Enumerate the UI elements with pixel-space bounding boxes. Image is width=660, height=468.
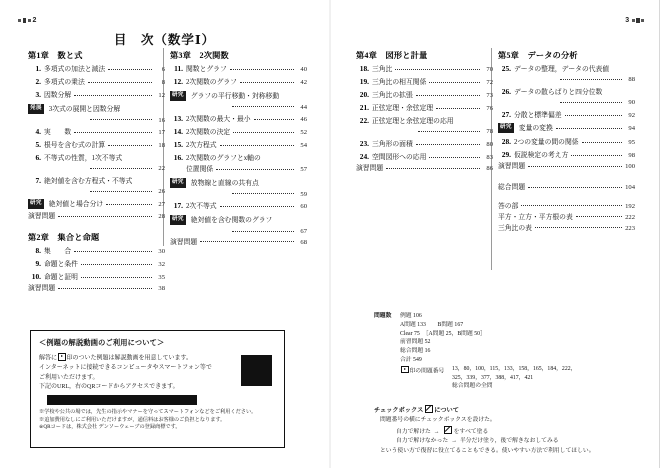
entry-label: 3次式の展開と因数分解 <box>48 105 121 113</box>
leader-dots <box>90 168 152 169</box>
checkbox-half-icon <box>444 426 452 434</box>
leader-dots <box>81 264 152 265</box>
leader-dots <box>418 131 480 132</box>
entry-label: 多項式の乗法 <box>44 79 85 87</box>
page-number: 222 <box>625 213 635 221</box>
entry-label: 絶対値を含む方程式・不等式 <box>44 178 133 186</box>
page-number: 90 <box>628 98 635 106</box>
problem-count-lines <box>400 312 486 365</box>
leader-dots <box>571 155 622 156</box>
page-number: 32 <box>158 261 165 269</box>
leader-dots <box>58 288 152 289</box>
problem-count-line: A問題 133 B問題 167 <box>400 321 464 328</box>
toc-entry-continuation[interactable] <box>170 229 307 236</box>
page-number: 28 <box>158 213 165 221</box>
section-type-tag: 研究 <box>170 178 186 188</box>
leader-dots <box>108 145 152 146</box>
page-title: 目 次（数学Ⅰ） <box>113 33 216 47</box>
toc-entry-row[interactable] <box>28 128 165 137</box>
marked-problem-numbers-label-text: 印の問題番号 <box>409 368 445 375</box>
entry-number: 14. <box>173 127 183 137</box>
marked-problem-numbers-values <box>452 365 576 391</box>
toc-tag-row[interactable] <box>170 178 307 188</box>
page-number: 52 <box>300 129 307 137</box>
entry-label: 放物線と直線の共有点 <box>190 179 259 187</box>
leader-dots <box>386 168 480 169</box>
page-number: 40 <box>300 66 307 74</box>
entry-label: 2次関数の決定 <box>186 129 231 137</box>
problem-count-line: 総合問題 16 <box>400 348 431 355</box>
chapter-heading: 第2章 集合と命題 <box>28 232 100 242</box>
leader-dots <box>556 128 622 129</box>
leader-dots <box>232 193 294 194</box>
leader-dots <box>200 241 294 242</box>
entry-number: 6. <box>35 153 41 163</box>
backmatter-label: 平方・立方・平方根の表 <box>498 213 573 221</box>
page-number: 78 <box>486 128 493 136</box>
entry-label: 三角比 <box>372 66 393 74</box>
page-number: 88 <box>628 76 635 84</box>
video-info-line-4: 下記のURL，右のQRコードからアクセスできます。 <box>39 384 179 391</box>
leader-dots <box>220 206 294 207</box>
leader-dots <box>416 144 480 145</box>
video-info-notes <box>39 409 276 432</box>
page-number: 86 <box>486 164 493 172</box>
tag-wrapper <box>28 200 44 210</box>
marked-problem-numbers-label <box>400 365 452 391</box>
video-info-line-3: ご利用いただけます。 <box>39 374 99 381</box>
tag-wrapper <box>170 178 186 188</box>
tag-wrapper <box>28 104 44 114</box>
tag-wrapper <box>498 124 514 134</box>
page-number: 68 <box>300 238 307 246</box>
entry-label: 仮説検定の考え方 <box>514 152 569 160</box>
toc-exercise-row[interactable] <box>498 164 635 171</box>
leader-dots <box>429 157 480 158</box>
entry-label: 2つの変量の間の関係 <box>514 139 579 147</box>
entry-label: 空間図形への応用 <box>372 153 427 161</box>
toc-entry-row[interactable] <box>356 104 493 113</box>
entry-label: 実 数 <box>44 129 72 137</box>
play-icon <box>401 366 409 374</box>
toc-entry-row[interactable] <box>356 117 493 126</box>
entry-number: 7. <box>35 176 41 186</box>
page-number: 16 <box>158 116 165 124</box>
toc-entry-row[interactable] <box>28 65 165 74</box>
leader-dots <box>108 69 152 70</box>
toc-entry-continuation[interactable] <box>28 118 165 125</box>
play-icon <box>58 353 66 361</box>
page-number: 67 <box>300 227 307 235</box>
toc-entry-row[interactable] <box>498 88 635 97</box>
leader-dots <box>254 119 294 120</box>
video-info-heading: ＜例題の解説動画のご利用について＞ <box>39 339 165 347</box>
entry-label: データの整理，データの代表値 <box>514 66 610 74</box>
video-info-line-1-suffix: 印のついた例題は解説動画を用意しています。 <box>66 355 193 362</box>
checkbox-note-line-2-a: 自力で解けた <box>396 429 431 436</box>
entry-number: 1. <box>35 64 41 74</box>
toc-tag-row[interactable] <box>170 215 307 225</box>
toc-backmatter-row[interactable] <box>498 215 635 222</box>
entry-number: 4. <box>35 127 41 137</box>
entry-number: 22. <box>359 116 369 126</box>
chapter-heading: 第5章 データの分析 <box>498 51 578 60</box>
leader-dots <box>74 132 152 133</box>
page-number: 73 <box>486 92 493 100</box>
section-type-tag: 発展 <box>28 104 44 114</box>
toc-entry-row[interactable] <box>356 140 493 149</box>
toc-tag-row[interactable] <box>28 104 165 114</box>
leader-dots <box>528 166 622 167</box>
tag-wrapper <box>170 215 186 225</box>
decoration-marks-icon <box>632 18 645 23</box>
page-number: 44 <box>300 103 307 111</box>
toc-entry-row[interactable] <box>498 111 635 120</box>
toc-entry-continuation[interactable] <box>498 100 635 107</box>
toc-entry-row[interactable] <box>28 260 165 269</box>
entry-label: 変量の変換 <box>518 125 553 133</box>
entry-number: 3. <box>35 90 41 100</box>
page-number: 38 <box>158 285 165 293</box>
toc-exercise-row[interactable] <box>28 286 165 293</box>
page-number: 70 <box>486 66 493 74</box>
toc-entry-row[interactable] <box>356 65 493 74</box>
backmatter-label: 答の部 <box>498 202 519 210</box>
entry-label-line2: 位置関係 <box>186 166 214 174</box>
entry-label: 三角形の面積 <box>372 140 413 148</box>
video-info-box <box>30 330 285 448</box>
page-gutter <box>329 0 331 468</box>
decoration-marks-icon <box>18 18 31 23</box>
leader-dots <box>220 145 294 146</box>
page-number: 59 <box>300 190 307 198</box>
entry-number: 8. <box>35 246 41 256</box>
leader-dots <box>576 216 622 217</box>
toc-entry-row[interactable] <box>170 78 307 87</box>
entry-number: 28. <box>501 137 511 147</box>
chapter-heading: 第1章 数と式 <box>28 51 83 60</box>
toc-column-4 <box>498 52 635 237</box>
entry-label: データの散らばりと四分位数 <box>514 88 603 96</box>
leader-dots <box>232 106 294 107</box>
leader-dots <box>216 169 294 170</box>
page-number: 223 <box>625 224 635 232</box>
checkbox-note-title-suffix: について <box>434 407 459 414</box>
entry-label: 因数分解 <box>44 92 72 100</box>
entry-number: 10. <box>31 272 41 282</box>
entry-number: 20. <box>359 90 369 100</box>
section-type-tag: 研究 <box>28 199 44 209</box>
page-number: 54 <box>300 142 307 150</box>
entry-label: 多項式の加法と減法 <box>44 66 106 74</box>
marked-problem-number-line: 13，80，100，115，133，158，165，184，222， <box>452 365 577 372</box>
toc-entry-row[interactable] <box>170 141 307 150</box>
checkbox-note-line-3 <box>396 437 595 446</box>
page-number: 92 <box>628 111 635 119</box>
leader-dots <box>535 227 622 228</box>
toc-entry-row[interactable] <box>28 177 165 186</box>
leader-dots <box>560 79 622 80</box>
entry-number: 18. <box>359 64 369 74</box>
page-number: 57 <box>300 166 307 174</box>
page-number: 12 <box>158 92 165 100</box>
entry-label: 根号を含む式の計算 <box>44 142 106 150</box>
leader-dots <box>74 251 152 252</box>
entry-label: 正弦定理・余弦定理 <box>372 105 434 113</box>
page-number: 6 <box>161 66 165 74</box>
checkbox-note-line-1: 問題番号の横にチェックボックスを設けた。 <box>380 416 496 423</box>
leader-dots <box>106 204 152 205</box>
page-number: 98 <box>628 152 635 160</box>
section-type-tag: 研究 <box>170 91 186 101</box>
entry-number: 27. <box>501 109 511 119</box>
entry-number: 24. <box>359 151 369 161</box>
leader-dots <box>90 119 152 120</box>
entry-number: 29. <box>501 150 511 160</box>
page-number: 95 <box>628 139 635 147</box>
problem-count-line: 前習問題 52 <box>400 339 431 346</box>
leader-dots <box>58 216 152 217</box>
toc-entry-row[interactable] <box>28 154 165 163</box>
toc-backmatter-row[interactable] <box>498 185 635 192</box>
toc-entry-row[interactable] <box>356 91 493 100</box>
toc-entry-row[interactable] <box>170 154 307 163</box>
entry-number: 15. <box>173 140 183 150</box>
checkbox-usage-note <box>374 404 595 456</box>
marked-problem-number-line: 325，339，377，388，417，421 <box>452 374 534 381</box>
page-number: 30 <box>158 248 165 256</box>
leader-dots <box>416 95 480 96</box>
toc-tag-row[interactable] <box>498 124 635 134</box>
toc-entry-continuation[interactable] <box>28 166 165 173</box>
exercise-label: 演習問題 <box>170 238 198 246</box>
exercise-label: 演習問題 <box>356 164 384 172</box>
video-info-line-1-prefix: 解答に <box>39 355 58 362</box>
page-number: 192 <box>625 202 635 210</box>
problem-count-line: 合計 549 <box>400 356 422 363</box>
toc-entry-row[interactable] <box>28 91 165 100</box>
video-info-note: ※追加費用なしにご利用いただけますが，通信料はお客様のご負担となります。 <box>39 416 226 423</box>
page-number: 42 <box>300 79 307 87</box>
leader-dots <box>395 69 480 70</box>
leader-dots <box>560 102 622 103</box>
toc-entry-row[interactable] <box>356 153 493 162</box>
leader-dots <box>240 82 294 83</box>
leader-dots <box>230 69 294 70</box>
page-number: 104 <box>625 183 635 191</box>
toc-exercise-row[interactable] <box>356 166 493 173</box>
toc-entry-continuation[interactable] <box>356 129 493 136</box>
video-info-note: ※QRコードは，株式会社 デンソーウェーブの登録商標です。 <box>39 424 181 431</box>
video-info-note: ※学校や公共の場では，先生の指示やマナーを守ってスマートフォンなどをご利用ください。 <box>39 408 257 415</box>
toc-entry-continuation[interactable] <box>498 77 635 84</box>
problem-count-label: 問題数 <box>374 313 392 319</box>
toc-tag-row[interactable] <box>28 200 165 210</box>
entry-label: 不等式の性質，1次不等式 <box>44 155 123 163</box>
checkbox-note-line-3-b: 半分だけ塗り，後で解きなおしてみる <box>459 438 559 445</box>
page-number-right: 3 <box>625 17 630 24</box>
leader-dots <box>74 95 152 96</box>
toc-entry-row[interactable] <box>356 78 493 87</box>
checkbox-note-line-2 <box>396 425 595 437</box>
entry-label: 2次不等式 <box>186 203 217 211</box>
page-number: 80 <box>486 140 493 148</box>
entry-label: グラフの平行移動・対称移動 <box>190 92 280 100</box>
page-number: 17 <box>158 129 165 137</box>
video-info-line-2: インターネットに接続できるコンピュータやスマートフォン等で <box>39 365 212 372</box>
entry-label: 集 合 <box>44 248 72 256</box>
problem-count-line: Clear 75 ［A問題 25，B問題 50］ <box>400 330 486 337</box>
entry-number: 25. <box>501 64 511 74</box>
leader-dots <box>565 115 622 116</box>
toc-entry-row[interactable] <box>498 138 635 147</box>
leader-dots <box>436 108 480 109</box>
entry-number: 9. <box>35 259 41 269</box>
entry-number: 11. <box>174 64 183 74</box>
backmatter-label: 三角比の表 <box>498 224 532 232</box>
exercise-label: 演習問題 <box>28 285 56 293</box>
entry-number: 19. <box>359 77 369 87</box>
checkbox-note-title-prefix: チェックボックス <box>374 407 424 414</box>
entry-number: 21. <box>359 103 369 113</box>
toc-entry-row[interactable] <box>170 115 307 124</box>
leader-dots <box>521 205 622 206</box>
leader-dots <box>88 82 152 83</box>
toc-exercise-row[interactable] <box>28 214 165 221</box>
section-type-tag: 研究 <box>170 215 186 225</box>
leader-dots <box>232 231 294 232</box>
problem-count-line: 例題 106 <box>400 313 422 319</box>
toc-entry-row[interactable] <box>170 128 307 137</box>
toc-entry-row-continued[interactable] <box>170 167 307 174</box>
page-number: 76 <box>486 105 493 113</box>
page-number: 8 <box>161 79 165 87</box>
page-number: 72 <box>486 79 493 87</box>
entry-label: 2次関数のグラフ <box>186 79 237 87</box>
toc-entry-row[interactable] <box>28 247 165 256</box>
page-number: 94 <box>628 125 635 133</box>
toc-entry-continuation[interactable] <box>28 189 165 196</box>
page-number: 22 <box>158 165 165 173</box>
toc-entry-row[interactable] <box>170 202 307 211</box>
entry-number: 13. <box>173 114 183 124</box>
entry-number: 26. <box>501 86 511 96</box>
checkbox-half-icon <box>425 405 433 413</box>
entry-number: 5. <box>35 140 41 150</box>
entry-number: 2. <box>35 77 41 87</box>
leader-dots <box>81 277 152 278</box>
toc-entry-row[interactable] <box>28 78 165 87</box>
page-number: 18 <box>158 142 165 150</box>
toc-entry-continuation[interactable] <box>170 192 307 199</box>
marked-problem-number-line: 総合問題の全問 <box>452 383 493 390</box>
page-number: 27 <box>158 201 165 209</box>
chapter-heading: 第4章 図形と計量 <box>356 51 428 60</box>
checkbox-note-line-4: という使い方で復習に役立てることもできる。使いやすい方法で利用してほしい。 <box>380 447 595 454</box>
toc-entry-row[interactable] <box>28 273 165 282</box>
entry-label: 三角比の相互関係 <box>372 79 427 87</box>
checkbox-note-title <box>374 404 595 416</box>
toc-entry-continuation[interactable] <box>170 105 307 112</box>
checkbox-note-line-3-a: 自力で解けなかった <box>396 438 449 445</box>
entry-label: 2次方程式 <box>186 142 217 150</box>
problem-count-row <box>374 312 576 365</box>
checkbox-note-line-2-b: をすべて塗る <box>453 429 489 436</box>
leader-dots <box>90 191 152 192</box>
entry-number: 12. <box>173 77 183 87</box>
exercise-label: 演習問題 <box>28 213 56 221</box>
page-number: 26 <box>158 188 165 196</box>
entry-number: 16. <box>173 153 183 163</box>
entry-number: 23. <box>359 138 369 148</box>
arrow-right-icon: → <box>451 438 457 445</box>
toc-tag-row[interactable] <box>170 91 307 101</box>
entry-label: 命題と証明 <box>44 274 78 282</box>
toc-column-1 <box>28 52 165 297</box>
page-number: 83 <box>486 153 493 161</box>
entry-number: 17. <box>173 201 183 211</box>
entry-label: 正弦定理と余弦定理の応用 <box>372 118 454 126</box>
backmatter-label: 総合問題 <box>498 183 526 191</box>
page-number: 46 <box>300 116 307 124</box>
section-type-tag: 研究 <box>498 123 514 133</box>
page-number: 35 <box>158 274 165 282</box>
tag-wrapper <box>170 91 186 101</box>
page-number-left: 2 <box>32 17 37 24</box>
entry-label: 絶対値を含む関数のグラフ <box>190 216 273 224</box>
entry-label: 2次関数のグラフとx軸の <box>186 155 261 163</box>
leader-dots <box>429 82 480 83</box>
entry-label: 分散と標準偏差 <box>514 111 562 119</box>
page-number: 100 <box>625 163 635 171</box>
toc-backmatter-row[interactable] <box>498 204 635 211</box>
toc-column-3 <box>356 52 493 177</box>
entry-label: 2次関数の最大・最小 <box>186 116 251 124</box>
redacted-url-bar <box>47 395 197 405</box>
qr-code-image <box>241 355 272 386</box>
toc-column-2 <box>170 52 307 250</box>
leader-dots <box>528 187 622 188</box>
entry-label: 関数とグラフ <box>186 66 227 74</box>
toc-entry-row[interactable] <box>498 151 635 160</box>
leader-dots <box>582 142 622 143</box>
arrow-right-icon: → <box>433 429 440 436</box>
exercise-label: 演習問題 <box>498 163 526 171</box>
chapter-heading: 第3章 2次関数 <box>170 51 229 60</box>
leader-dots <box>233 132 294 133</box>
entry-label: 三角比の拡張 <box>372 92 413 100</box>
running-head-left <box>18 17 37 24</box>
toc-exercise-row[interactable] <box>170 240 307 247</box>
entry-label: 命題と条件 <box>44 261 78 269</box>
toc-entry-row[interactable] <box>28 141 165 150</box>
problem-count-block <box>374 312 576 391</box>
entry-label: 絶対値と場合分け <box>48 201 104 209</box>
toc-entry-row[interactable] <box>498 65 635 74</box>
toc-entry-row[interactable] <box>170 65 307 74</box>
running-head-right <box>625 17 644 24</box>
page-number: 60 <box>300 203 307 211</box>
toc-backmatter-row[interactable] <box>498 226 635 233</box>
marked-problem-numbers-row <box>400 365 576 391</box>
